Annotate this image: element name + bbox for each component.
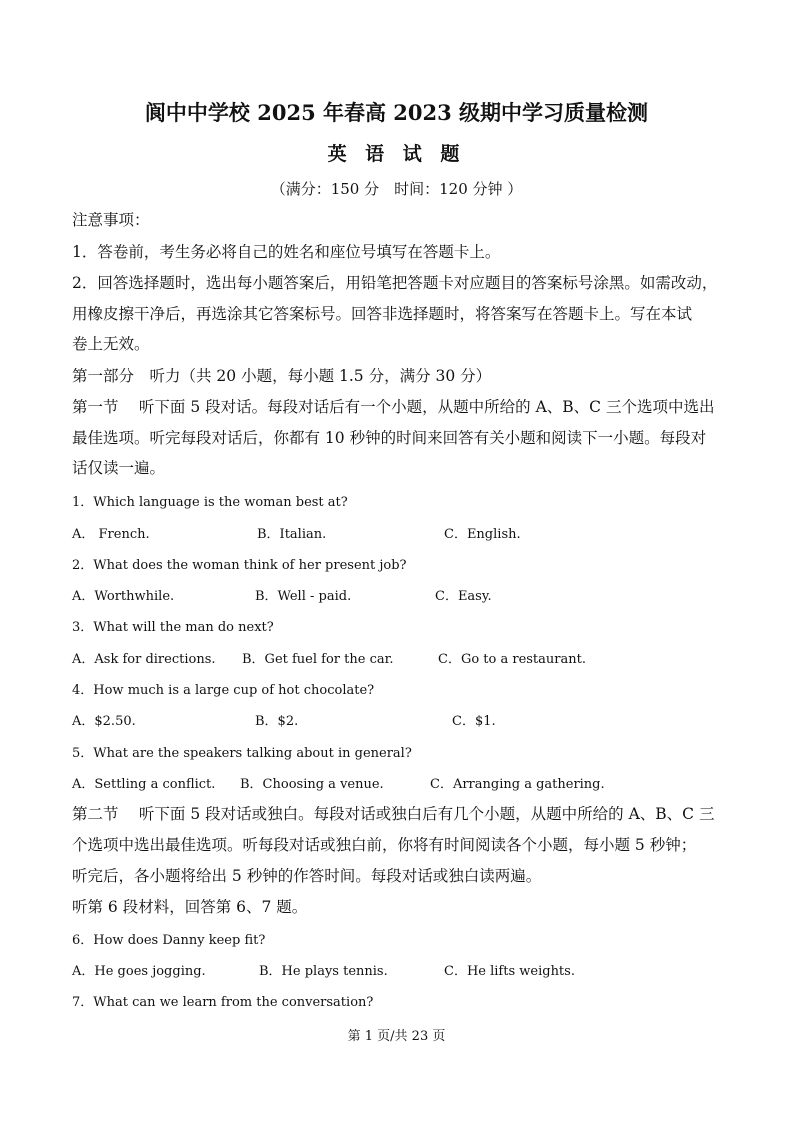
option-b: B．Well - paid.	[255, 589, 352, 604]
option-c: C．$1.	[452, 714, 496, 729]
question-stem: 1．Which language is the woman best at?	[72, 495, 348, 510]
option-a: A．He goes jogging.	[72, 964, 206, 979]
option-c: C．Arranging a gathering.	[430, 777, 605, 792]
question-stem: 4．How much is a large cup of hot chocolate?	[72, 683, 375, 698]
option-c: C．Go to a restaurant.	[438, 652, 586, 667]
option-b: B．He plays tennis.	[259, 964, 388, 979]
section1-instructions: 第一节 听下面 5 段对话。每段对话后有一个小题，从题中所给的 A、B、C 三个选项中选出	[72, 398, 715, 416]
exam-title: 阆中中学校 2025 年春高 2023 级期中学习质量检测	[144, 100, 649, 125]
option-a: A．$2.50.	[72, 714, 136, 729]
option-a: A． French.	[72, 527, 150, 542]
notes-heading: 注意事项：	[72, 211, 150, 229]
option-a: A．Worthwhile.	[72, 589, 175, 604]
option-b: B．Get fuel for the car.	[242, 652, 394, 667]
question-stem: 7．What can we learn from the conversation?	[72, 995, 374, 1010]
section1-instructions: 最佳选项。听完每段对话后，你都有 10 秒钟的时间来回答有关小题和阅读下一小题。每段对	[72, 429, 707, 447]
option-b: B．Choosing a venue.	[240, 777, 384, 792]
exam-subtitle: 英 语 试 题	[327, 143, 466, 165]
option-a: A．Settling a conflict.	[72, 777, 216, 792]
score-time: （满分：150 分 时间：120 分钟 ）	[270, 180, 523, 198]
question-stem: 5．What are the speakers talking about in general?	[72, 746, 412, 761]
part1-heading: 第一部分 听力（共 20 小题，每小题 1.5 分，满分 30 分）	[72, 367, 492, 385]
option-c: C．English.	[444, 527, 521, 542]
note-line: 卷上无效。	[72, 335, 150, 353]
question-stem: 6．How does Danny keep fit?	[72, 933, 266, 948]
section1-instructions: 话仅读一遍。	[72, 459, 166, 477]
option-c: C．Easy.	[435, 589, 492, 604]
page-number: 第 1 页/共 23 页	[347, 1029, 446, 1044]
option-a: A．Ask for directions.	[72, 652, 216, 667]
note-line: 用橡皮擦干净后，再选涂其它答案标号。回答非选择题时，将答案写在答题卡上。写在本试	[72, 305, 693, 323]
option-c: C．He lifts weights.	[444, 964, 575, 979]
note-line: 2．回答选择题时，选出每小题答案后，用铅笔把答题卡对应题目的答案标号涂黑。如需改动，	[72, 274, 718, 292]
section2-instructions: 听完后，各小题将给出 5 秒钟的作答时间。每段对话或独白读两遍。	[72, 867, 542, 885]
question-stem: 2．What does the woman think of her present job?	[72, 558, 407, 573]
section2-instructions: 第二节 听下面 5 段对话或独白。每段对话或独白后有几个小题，从题中所给的 A、B、C 三	[72, 805, 715, 823]
material-heading: 听第 6 段材料，回答第 6、7 题。	[72, 898, 308, 916]
note-line: 1．答卷前，考生务必将自己的姓名和座位号填写在答题卡上。	[72, 243, 501, 261]
question-stem: 3．What will the man do next?	[72, 620, 274, 635]
section2-instructions: 个选项中选出最佳选项。听每段对话或独白前，你将有时间阅读各个小题，每小题 5 秒钟；	[72, 836, 697, 854]
option-b: B．$2.	[255, 714, 299, 729]
option-b: B．Italian.	[257, 527, 327, 542]
